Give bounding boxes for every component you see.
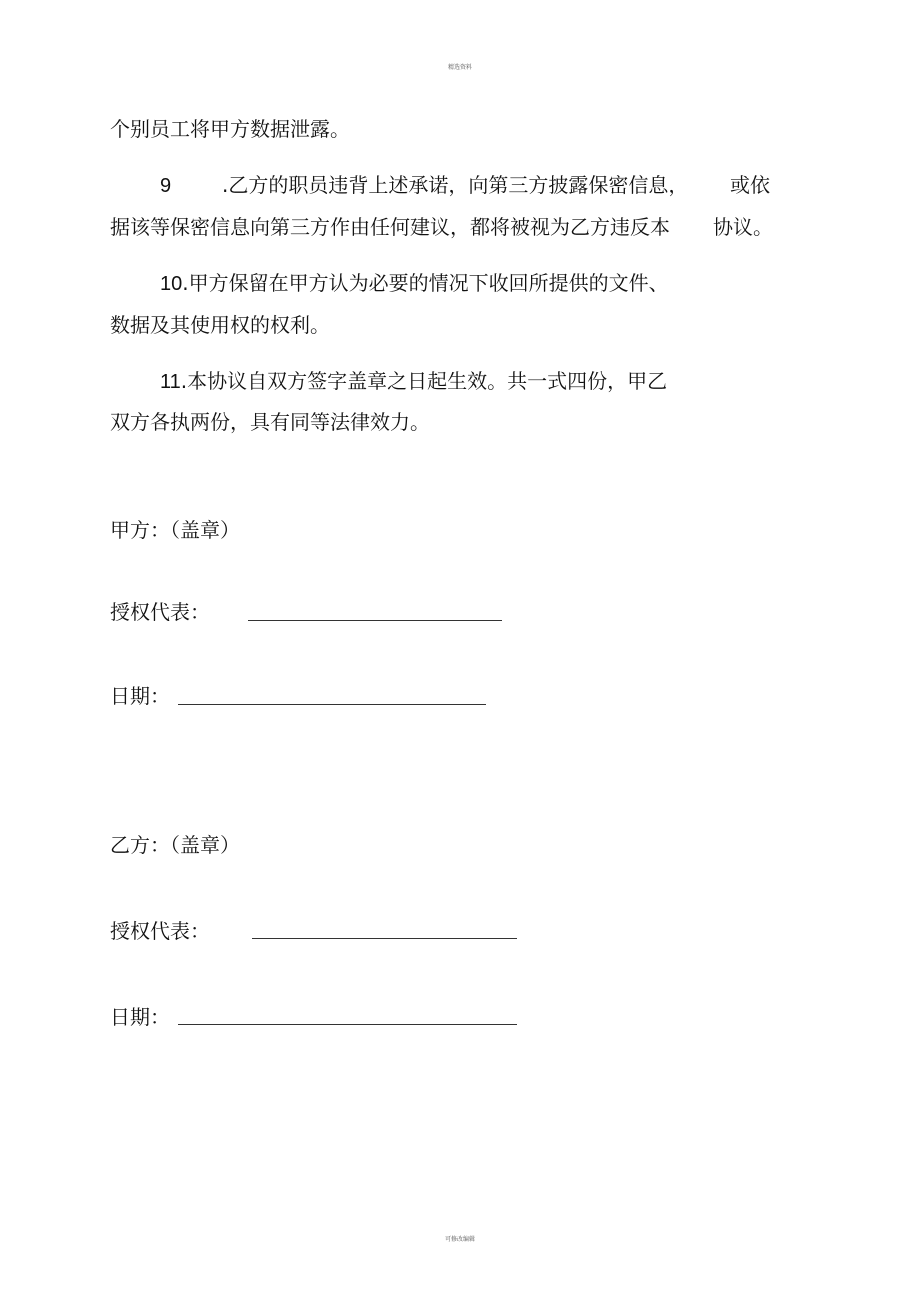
party-a-label: 甲方：（盖章） [110,518,240,542]
party-a-rep-label: 授权代表： [110,600,210,624]
item-11-line1 [160,369,667,394]
item-9-line2: 据该等保密信息向第三方作由任何建议，都将被视为乙方违反本 [110,215,670,239]
party-b-date-line[interactable] [178,1024,517,1025]
page-header: 精选资料 [447,64,472,71]
party-b-label: 乙方：（盖章） [110,833,240,857]
item-10-line1 [160,271,669,296]
item-11-text: .本协议自双方签字盖章之日起生效。共一式四份，甲乙 [180,369,668,393]
item-11-line2: 双方各执两份，具有同等法律效力。 [110,410,430,434]
party-a-rep-signature-line[interactable] [248,620,502,621]
page-footer: 可修改编辑 [444,1236,475,1243]
clause-number: 9 [160,175,172,197]
item-9-line2-tail: 协议。 [713,215,773,239]
paragraph-line: 个别员工将甲方数据泄露。 [110,117,350,141]
party-a-date-label: 日期： [110,684,170,708]
party-b-rep-label: 授权代表： [110,919,210,943]
item-9-line1: .乙方的职员违背上述承诺，向第三方披露保密信息， [222,173,689,197]
item-9-number [160,173,171,198]
item-9-line1-tail: 或依 [730,173,770,197]
party-a-date-line[interactable] [178,704,486,705]
item-10-text: .甲方保留在甲方认为必要的情况下收回所提供的文件、 [182,271,669,295]
clause-number: 11 [160,371,181,393]
clause-number: 10 [160,273,183,295]
party-b-rep-signature-line[interactable] [252,938,517,939]
party-b-date-label: 日期： [110,1005,170,1029]
item-10-line2: 数据及其使用权的权利。 [110,313,330,337]
